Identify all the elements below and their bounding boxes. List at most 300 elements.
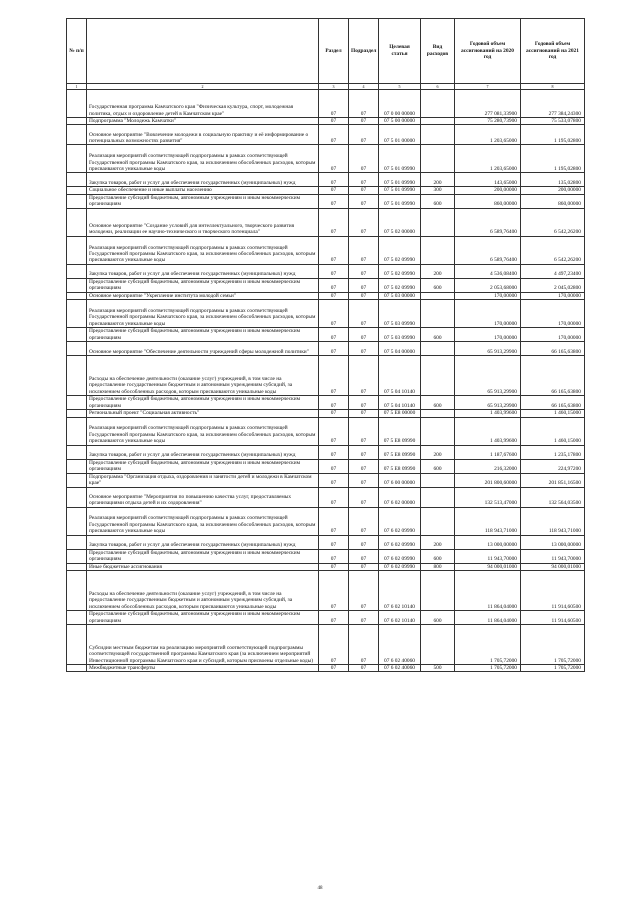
razdel-cell: 07: [319, 563, 349, 570]
row-num-cell: [67, 328, 87, 342]
expense-type-cell: [421, 342, 455, 356]
row-num-cell: [67, 125, 87, 145]
row-num-cell: [67, 145, 87, 173]
razdel-cell: 07: [319, 236, 349, 264]
amount-2021-cell: 11 914,60500: [521, 611, 585, 625]
target-article-cell: 07 5 04 10140: [379, 396, 421, 410]
row-name-cell: Предоставление субсидий бюджетным, автономным учреждениям и иным некоммерческим организациям: [87, 328, 319, 342]
index-cell: 6: [421, 84, 455, 90]
amount-2021-cell: 2 045,02800: [521, 278, 585, 292]
razdel-cell: 07: [319, 292, 349, 299]
row-name-cell: Предоставление субсидий бюджетным, автономным учреждениям и иным некоммерческим организациям: [87, 278, 319, 292]
table-row: [67, 563, 585, 570]
index-cell: 7: [455, 84, 521, 90]
table-row: [67, 396, 585, 410]
row-num-cell: [67, 507, 87, 535]
amount-2021-cell: 1 460,15000: [521, 417, 585, 445]
amount-2021-cell: 1 195,02800: [521, 145, 585, 173]
amount-2020-cell: 65 913,29900: [455, 356, 521, 396]
table-row: [67, 571, 585, 611]
row-name-cell: Основное мероприятие "Мероприятия по повышению качества услуг, предоставляемых организациями отдыха детей и их оздоровления": [87, 487, 319, 507]
amount-2020-cell: 216,32000: [455, 459, 521, 473]
amount-2020-cell: 118 943,71000: [455, 507, 521, 535]
amount-2020-cell: 65 913,29900: [455, 342, 521, 356]
expense-type-cell: 200: [421, 173, 455, 187]
target-article-cell: 07 5 02 09990: [379, 236, 421, 264]
target-article-cell: 07 5 E8 09990: [379, 459, 421, 473]
razdel-cell: 07: [319, 328, 349, 342]
podrazdel-cell: 07: [349, 236, 379, 264]
row-num-cell: [67, 563, 87, 570]
razdel-cell: 07: [319, 571, 349, 611]
amount-2021-cell: 1 460,15000: [521, 410, 585, 417]
row-name-cell: Государственная программа Камчатского края "Физическая культура, спорт, молодежная политика, отдых и оздоровление детей в Камчатском крае": [87, 90, 319, 118]
amount-2020-cell: 143,65000: [455, 173, 521, 187]
podrazdel-cell: 07: [349, 187, 379, 194]
header-razdel: Раздел: [319, 19, 349, 84]
row-name-cell: Реализация мероприятий соответствующей подпрограммы в рамках соответствующей Государственной программы Камчатского края, за исключением обособленных расходов, которым присваиваются уникальные коды: [87, 507, 319, 535]
row-name-cell: Закупка товаров, работ и услуг для обеспечения государственных (муниципальных) нужд: [87, 173, 319, 187]
row-name-cell: Межбюджетные трансферты: [87, 665, 319, 672]
row-name-cell: Региональный проект "Социальная активность": [87, 410, 319, 417]
table-row: [67, 328, 585, 342]
row-num-cell: [67, 417, 87, 445]
target-article-cell: 07 6 02 09990: [379, 549, 421, 563]
index-cell: 4: [349, 84, 379, 90]
amount-2020-cell: 2 053,68000: [455, 278, 521, 292]
row-name-cell: Основное мероприятие "Обеспечение деятельности учреждений сферы молодежной политики": [87, 342, 319, 356]
expense-type-cell: 600: [421, 611, 455, 625]
row-num-cell: [67, 625, 87, 665]
razdel-cell: 07: [319, 396, 349, 410]
target-article-cell: 07 5 01 00000: [379, 125, 421, 145]
amount-2020-cell: 1 203,65000: [455, 125, 521, 145]
amount-2021-cell: 118 943,71000: [521, 507, 585, 535]
expense-type-cell: [421, 410, 455, 417]
target-article-cell: 07 5 03 00000: [379, 292, 421, 299]
table-row: [67, 278, 585, 292]
amount-2020-cell: 11 864,04000: [455, 571, 521, 611]
row-num-cell: [67, 90, 87, 118]
expense-type-cell: 200: [421, 445, 455, 459]
podrazdel-cell: 07: [349, 125, 379, 145]
amount-2021-cell: 170,00000: [521, 292, 585, 299]
table-row: [67, 173, 585, 187]
amount-2020-cell: 13 000,00000: [455, 535, 521, 549]
razdel-cell: 07: [319, 342, 349, 356]
expense-type-cell: 200: [421, 264, 455, 278]
table-row: [67, 194, 585, 208]
table-row: [67, 125, 585, 145]
expense-type-cell: [421, 507, 455, 535]
razdel-cell: 07: [319, 417, 349, 445]
table-row: [67, 187, 585, 194]
podrazdel-cell: 07: [349, 445, 379, 459]
row-num-cell: [67, 278, 87, 292]
amount-2021-cell: 66 165,63800: [521, 396, 585, 410]
target-article-cell: 07 5 01 09990: [379, 187, 421, 194]
amount-2021-cell: 6 542,26200: [521, 208, 585, 236]
table-row: [67, 487, 585, 507]
target-article-cell: 07 6 00 00000: [379, 473, 421, 487]
podrazdel-cell: 07: [349, 625, 379, 665]
row-name-cell: Иные бюджетные ассигнования: [87, 563, 319, 570]
target-article-cell: 07 6 02 09990: [379, 563, 421, 570]
table-row: [67, 507, 585, 535]
amount-2021-cell: 135,02800: [521, 173, 585, 187]
amount-2021-cell: 200,00000: [521, 187, 585, 194]
expense-type-cell: [421, 356, 455, 396]
table-row: [67, 625, 585, 665]
index-cell: 3: [319, 84, 349, 90]
table-row: [67, 236, 585, 264]
header-target-article: Целевая статья: [379, 19, 421, 84]
table-row: [67, 417, 585, 445]
podrazdel-cell: 07: [349, 535, 379, 549]
row-name-cell: Предоставление субсидий бюджетным, автономным учреждениям и иным некоммерческим организациям: [87, 549, 319, 563]
table-row: [67, 445, 585, 459]
amount-2020-cell: 1 203,65000: [455, 145, 521, 173]
razdel-cell: 07: [319, 194, 349, 208]
expense-type-cell: [421, 208, 455, 236]
amount-2021-cell: 6 542,26200: [521, 236, 585, 264]
table-row: [67, 300, 585, 328]
amount-2020-cell: 170,00000: [455, 300, 521, 328]
podrazdel-cell: 07: [349, 342, 379, 356]
table-row: [67, 459, 585, 473]
target-article-cell: 07 5 01 09990: [379, 194, 421, 208]
expense-type-cell: 500: [421, 665, 455, 672]
podrazdel-cell: 07: [349, 410, 379, 417]
expense-type-cell: [421, 625, 455, 665]
target-article-cell: 07 5 02 09990: [379, 278, 421, 292]
row-name-cell: Основное мероприятие "Вовлечение молодежи в социальную практику и её информирование о потенциальных возможностях развития": [87, 125, 319, 145]
razdel-cell: 07: [319, 445, 349, 459]
expense-type-cell: 600: [421, 396, 455, 410]
table-row: [67, 535, 585, 549]
razdel-cell: 07: [319, 535, 349, 549]
expense-type-cell: [421, 118, 455, 125]
target-article-cell: 07 6 02 10140: [379, 571, 421, 611]
row-name-cell: Подпрограмма "Организация отдыха, оздоровления и занятости детей и молодежи в Камчатском крае": [87, 473, 319, 487]
budget-table-sheet: [66, 18, 584, 672]
expense-type-cell: [421, 145, 455, 173]
expense-type-cell: 600: [421, 549, 455, 563]
row-name-cell: Социальное обеспечение и иные выплаты населению: [87, 187, 319, 194]
row-num-cell: [67, 194, 87, 208]
podrazdel-cell: 07: [349, 264, 379, 278]
expense-type-cell: [421, 236, 455, 264]
row-num-cell: [67, 187, 87, 194]
index-cell: 2: [87, 84, 319, 90]
header-amount-2021: Годовой объем ассигнований на 2021 год: [521, 19, 585, 84]
amount-2021-cell: 4 497,23400: [521, 264, 585, 278]
table-header-row: [67, 19, 585, 84]
amount-2020-cell: 200,00000: [455, 187, 521, 194]
header-podrazdel: Подраздел: [349, 19, 379, 84]
podrazdel-cell: 07: [349, 145, 379, 173]
row-num-cell: [67, 264, 87, 278]
amount-2020-cell: 6 589,76400: [455, 236, 521, 264]
target-article-cell: 07 0 00 00000: [379, 90, 421, 118]
row-num-cell: [67, 396, 87, 410]
target-article-cell: 07 6 02 40060: [379, 625, 421, 665]
amount-2020-cell: 65 913,29900: [455, 396, 521, 410]
target-article-cell: 07 5 01 09990: [379, 145, 421, 173]
row-num-cell: [67, 300, 87, 328]
razdel-cell: 07: [319, 278, 349, 292]
table-row: [67, 410, 585, 417]
amount-2020-cell: 1 187,67600: [455, 445, 521, 459]
razdel-cell: 07: [319, 90, 349, 118]
expense-type-cell: [421, 487, 455, 507]
amount-2020-cell: 1 403,99600: [455, 410, 521, 417]
row-num-cell: [67, 356, 87, 396]
podrazdel-cell: 07: [349, 459, 379, 473]
razdel-cell: 07: [319, 208, 349, 236]
razdel-cell: 07: [319, 459, 349, 473]
row-num-cell: [67, 342, 87, 356]
table-row: [67, 473, 585, 487]
razdel-cell: 07: [319, 665, 349, 672]
expense-type-cell: 600: [421, 278, 455, 292]
expense-type-cell: 600: [421, 459, 455, 473]
row-name-cell: Предоставление субсидий бюджетным, автономным учреждениям и иным некоммерческим организациям: [87, 459, 319, 473]
amount-2021-cell: 860,00000: [521, 194, 585, 208]
table-row: [67, 208, 585, 236]
amount-2020-cell: 201 800,60000: [455, 473, 521, 487]
amount-2020-cell: 277 081,33900: [455, 90, 521, 118]
expense-type-cell: [421, 571, 455, 611]
expense-type-cell: 200: [421, 535, 455, 549]
expense-type-cell: 600: [421, 328, 455, 342]
table-row: [67, 549, 585, 563]
amount-2021-cell: 201 851,16500: [521, 473, 585, 487]
expense-type-cell: [421, 300, 455, 328]
target-article-cell: 07 6 02 00000: [379, 487, 421, 507]
razdel-cell: 07: [319, 187, 349, 194]
razdel-cell: 07: [319, 625, 349, 665]
amount-2020-cell: 860,00000: [455, 194, 521, 208]
podrazdel-cell: 07: [349, 487, 379, 507]
row-num-cell: [67, 665, 87, 672]
amount-2020-cell: 11 864,04000: [455, 611, 521, 625]
amount-2021-cell: 170,00000: [521, 328, 585, 342]
target-article-cell: 07 5 02 09990: [379, 264, 421, 278]
expense-type-cell: [421, 473, 455, 487]
table-row: [67, 665, 585, 672]
podrazdel-cell: 07: [349, 194, 379, 208]
razdel-cell: 07: [319, 125, 349, 145]
row-name-cell: Реализация мероприятий соответствующей подпрограммы в рамках соответствующей Государственной программы Камчатского края, за исключением обособленных расходов, которым присваиваются уникальные коды: [87, 236, 319, 264]
amount-2021-cell: 1 235,17800: [521, 445, 585, 459]
row-num-cell: [67, 445, 87, 459]
expense-type-cell: [421, 125, 455, 145]
expense-type-cell: [421, 292, 455, 299]
amount-2021-cell: 1 195,02800: [521, 125, 585, 145]
amount-2020-cell: 132 513,47000: [455, 487, 521, 507]
razdel-cell: 07: [319, 611, 349, 625]
target-article-cell: 07 6 02 09990: [379, 507, 421, 535]
amount-2020-cell: 75 280,73900: [455, 118, 521, 125]
row-num-cell: [67, 459, 87, 473]
podrazdel-cell: 07: [349, 328, 379, 342]
razdel-cell: 07: [319, 549, 349, 563]
podrazdel-cell: 07: [349, 611, 379, 625]
row-name-cell: Реализация мероприятий соответствующей подпрограммы в рамках соответствующей Государственной программы Камчатского края, за исключением обособленных расходов, которым присваиваются уникальные коды: [87, 417, 319, 445]
row-num-cell: [67, 487, 87, 507]
razdel-cell: 07: [319, 507, 349, 535]
row-name-cell: Реализация мероприятий соответствующей подпрограммы в рамках соответствующей Государственной программы Камчатского края, за исключением обособленных расходов, которым присваиваются уникальные коды: [87, 145, 319, 173]
target-article-cell: 07 5 03 09990: [379, 328, 421, 342]
row-name-cell: Предоставление субсидий бюджетным, автономным учреждениям и иным некоммерческим организациям: [87, 611, 319, 625]
podrazdel-cell: 07: [349, 356, 379, 396]
row-name-cell: Основное мероприятие "Создание условий для интеллектуального, творческого развития молодежи, реализации ее научно-технического и творческого потенциала": [87, 208, 319, 236]
header-name: [87, 19, 319, 84]
razdel-cell: 07: [319, 264, 349, 278]
amount-2021-cell: 75 533,07800: [521, 118, 585, 125]
row-num-cell: [67, 410, 87, 417]
header-num: № п/п: [67, 19, 87, 84]
razdel-cell: 07: [319, 487, 349, 507]
amount-2021-cell: 13 000,00000: [521, 535, 585, 549]
target-article-cell: 07 5 01 09990: [379, 173, 421, 187]
amount-2021-cell: 66 165,63800: [521, 342, 585, 356]
amount-2021-cell: 224,97200: [521, 459, 585, 473]
target-article-cell: 07 5 E8 00000: [379, 410, 421, 417]
row-name-cell: Закупка товаров, работ и услуг для обеспечения государственных (муниципальных) нужд: [87, 535, 319, 549]
row-num-cell: [67, 535, 87, 549]
razdel-cell: 07: [319, 145, 349, 173]
expense-type-cell: 800: [421, 563, 455, 570]
table-row: [67, 90, 585, 118]
row-name-cell: Основное мероприятие "Укрепление института молодой семьи": [87, 292, 319, 299]
podrazdel-cell: 07: [349, 208, 379, 236]
amount-2021-cell: 1 705,72000: [521, 625, 585, 665]
header-expense-type: Вид расходов: [421, 19, 455, 84]
razdel-cell: 07: [319, 173, 349, 187]
razdel-cell: 07: [319, 410, 349, 417]
amount-2021-cell: 66 165,63800: [521, 356, 585, 396]
page-number: 48: [317, 886, 323, 891]
amount-2021-cell: 94 000,01000: [521, 563, 585, 570]
razdel-cell: 07: [319, 300, 349, 328]
index-cell: 5: [379, 84, 421, 90]
row-num-cell: [67, 611, 87, 625]
table-row: [67, 145, 585, 173]
table-row: [67, 118, 585, 125]
podrazdel-cell: 07: [349, 665, 379, 672]
razdel-cell: 07: [319, 118, 349, 125]
target-article-cell: 07 6 02 09990: [379, 535, 421, 549]
podrazdel-cell: 07: [349, 563, 379, 570]
budget-table: [66, 18, 585, 672]
target-article-cell: 07 5 03 09990: [379, 300, 421, 328]
target-article-cell: 07 5 04 10140: [379, 356, 421, 396]
expense-type-cell: 600: [421, 194, 455, 208]
row-name-cell: Подпрограмма "Молодежь Камчатки": [87, 118, 319, 125]
row-num-cell: [67, 549, 87, 563]
razdel-cell: 07: [319, 356, 349, 396]
podrazdel-cell: 07: [349, 278, 379, 292]
amount-2020-cell: 1 403,99600: [455, 417, 521, 445]
podrazdel-cell: 07: [349, 549, 379, 563]
row-name-cell: Расходы на обеспечение деятельности (оказание услуг) учреждений, в том числе на предоставление государственным бюджетным и автономным учреждениям субсидий, за исключением обособленных расходов, которым присваиваются уникальные коды: [87, 356, 319, 396]
index-cell: 1: [67, 84, 87, 90]
podrazdel-cell: 07: [349, 473, 379, 487]
expense-type-cell: [421, 417, 455, 445]
podrazdel-cell: 07: [349, 571, 379, 611]
amount-2020-cell: 1 705,72000: [455, 665, 521, 672]
target-article-cell: 07 5 02 00000: [379, 208, 421, 236]
row-name-cell: Закупка товаров, работ и услуг для обеспечения государственных (муниципальных) нужд: [87, 264, 319, 278]
amount-2020-cell: 4 536,08400: [455, 264, 521, 278]
amount-2020-cell: 6 589,76400: [455, 208, 521, 236]
podrazdel-cell: 07: [349, 417, 379, 445]
target-article-cell: 07 6 02 10140: [379, 611, 421, 625]
row-name-cell: Закупка товаров, работ и услуг для обеспечения государственных (муниципальных) нужд: [87, 445, 319, 459]
table-row: [67, 264, 585, 278]
row-num-cell: [67, 118, 87, 125]
amount-2021-cell: 11 914,60500: [521, 571, 585, 611]
table-row: [67, 611, 585, 625]
podrazdel-cell: 07: [349, 173, 379, 187]
podrazdel-cell: 07: [349, 90, 379, 118]
amount-2020-cell: 1 705,72000: [455, 625, 521, 665]
row-num-cell: [67, 236, 87, 264]
amount-2021-cell: 277 384,24300: [521, 90, 585, 118]
row-num-cell: [67, 473, 87, 487]
amount-2020-cell: 11 943,70000: [455, 549, 521, 563]
table-body: [67, 84, 585, 672]
table-row: [67, 342, 585, 356]
table-row: [67, 292, 585, 299]
row-num-cell: [67, 571, 87, 611]
row-num-cell: [67, 173, 87, 187]
podrazdel-cell: 07: [349, 292, 379, 299]
expense-type-cell: 300: [421, 187, 455, 194]
expense-type-cell: [421, 90, 455, 118]
target-article-cell: 07 6 02 40060: [379, 665, 421, 672]
amount-2021-cell: 132 564,03500: [521, 487, 585, 507]
row-name-cell: Предоставление субсидий бюджетным, автономным учреждениям и иным некоммерческим организациям: [87, 396, 319, 410]
podrazdel-cell: 07: [349, 300, 379, 328]
amount-2021-cell: 1 705,72000: [521, 665, 585, 672]
amount-2021-cell: 170,00000: [521, 300, 585, 328]
podrazdel-cell: 07: [349, 396, 379, 410]
row-name-cell: Расходы на обеспечение деятельности (оказание услуг) учреждений, в том числе на предоставление государственным бюджетным и автономным учреждениям субсидий, за исключением обособленных расходов, которым присваиваются уникальные коды: [87, 571, 319, 611]
amount-2021-cell: 11 943,70000: [521, 549, 585, 563]
podrazdel-cell: 07: [349, 118, 379, 125]
razdel-cell: 07: [319, 473, 349, 487]
target-article-cell: 07 5 E8 09990: [379, 445, 421, 459]
row-num-cell: [67, 208, 87, 236]
row-name-cell: Предоставление субсидий бюджетным, автономным учреждениям и иным некоммерческим организациям: [87, 194, 319, 208]
table-row: [67, 356, 585, 396]
amount-2020-cell: 94 000,01000: [455, 563, 521, 570]
row-name-cell: Субсидии местным бюджетам на реализацию мероприятий соответствующей подпрограммы соответствующей государственной программы Камчатского края (за исключением мероприятий Инвестиционной программы Камчатского края и субсидий, которым присвоены отдельные коды): [87, 625, 319, 665]
target-article-cell: 07 5 00 00000: [379, 118, 421, 125]
target-article-cell: 07 5 04 00000: [379, 342, 421, 356]
amount-2020-cell: 170,00000: [455, 292, 521, 299]
index-cell: 8: [521, 84, 585, 90]
row-num-cell: [67, 292, 87, 299]
row-name-cell: Реализация мероприятий соответствующей подпрограммы в рамках соответствующей Государственной программы Камчатского края, за исключением обособленных расходов, которым присваиваются уникальные коды: [87, 300, 319, 328]
podrazdel-cell: 07: [349, 507, 379, 535]
target-article-cell: 07 5 E8 09990: [379, 417, 421, 445]
header-amount-2020: Годовой объем ассигнований на 2020 год: [455, 19, 521, 84]
amount-2020-cell: 170,00000: [455, 328, 521, 342]
